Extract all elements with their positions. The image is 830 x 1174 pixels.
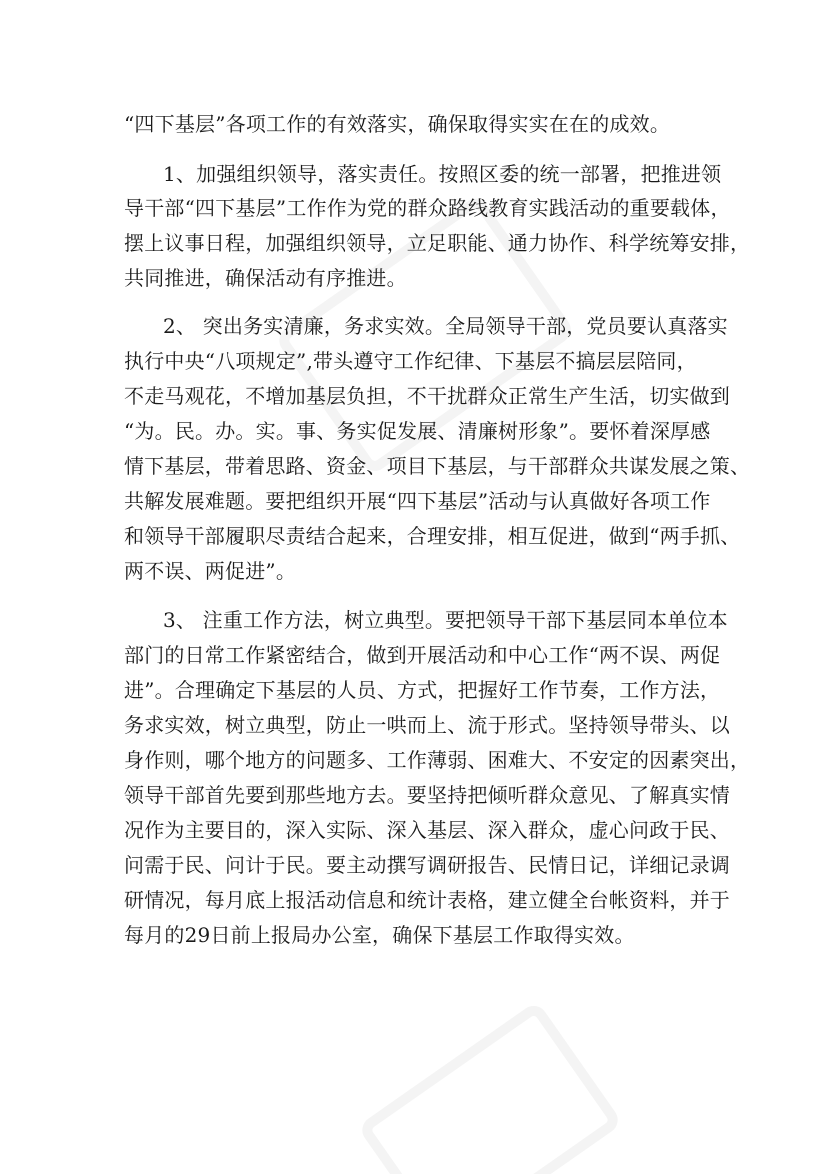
text-line: 导干部“四下基层”工作作为党的群众路线教育实践活动的重要载体， [124,196,731,220]
text-line: 执行中央“八项规定”,带头遵守工作纪律、下基层不搞层层陪同， [124,349,697,373]
text-line: 身作则，哪个地方的问题多、工作薄弱、困难大、不安定的因素突出， [124,748,751,772]
text-line: 研情况，每月底上报活动信息和统计表格，建立健全台帐资料，并于 [124,888,730,912]
watermark-shape [357,1000,623,1174]
text-line: 共同推进，确保活动有序推进。 [124,266,407,290]
text-line: 不走马观花，不增加基层负担，不干扰群众正常生产生活，切实做到 [124,384,730,408]
paragraph-2-start: 2、 突出务实清廉，务求实效。全局领导干部，党员要认真落实 [163,314,728,338]
text-line: 共解发展难题。要把组织开展“四下基层”活动与认真做好各项工作 [124,489,711,513]
text-line: 领导干部首先要到那些地方去。要坚持把倾听群众意见、了解真实情 [124,783,730,807]
paragraph-1-start: 1、加强组织领导，落实责任。按照区委的统一部署，把推进领 [163,162,722,186]
text-line: 摆上议事日程，加强组织领导，立足职能、通力协作、科学统筹安排， [124,231,751,255]
text-line: 两不误、两促进”。 [124,559,297,583]
paragraph-3-start: 3、 注重工作方法，树立典型。要把领导干部下基层同本单位本 [163,608,728,632]
text-line: 情下基层，带着思路、资金、项目下基层，与干部群众共谋发展之策、 [124,454,751,478]
text-line: 进”。合理确定下基层的人员、方式，把握好工作节奏，工作方法， [124,678,721,702]
text-line: 和领导干部履职尽责结合起来，合理安排，相互促进，做到“两手抓、 [124,524,741,548]
text-line: 问需于民、问计于民。要主动撰写调研报告、民情日记，详细记录调 [124,853,730,877]
text-line: 部门的日常工作紧密结合，做到开展活动和中心工作“两不误、两促 [124,643,721,667]
text-line: 况作为主要目的，深入实际、深入基层、深入群众，虚心问政于民、 [124,818,730,842]
text-line: “四下基层”各项工作的有效落实，确保取得实实在在的成效。 [124,112,671,136]
text-line: 务求实效，树立典型，防止一哄而上、流于形式。坚持领导带头、以 [124,713,730,737]
text-line: “为。民。办。实。事、务实促发展、清廉树形象”。要怀着深厚感 [124,419,711,443]
text-line: 每月的29日前上报局办公室，确保下基层工作取得实效。 [124,923,635,947]
